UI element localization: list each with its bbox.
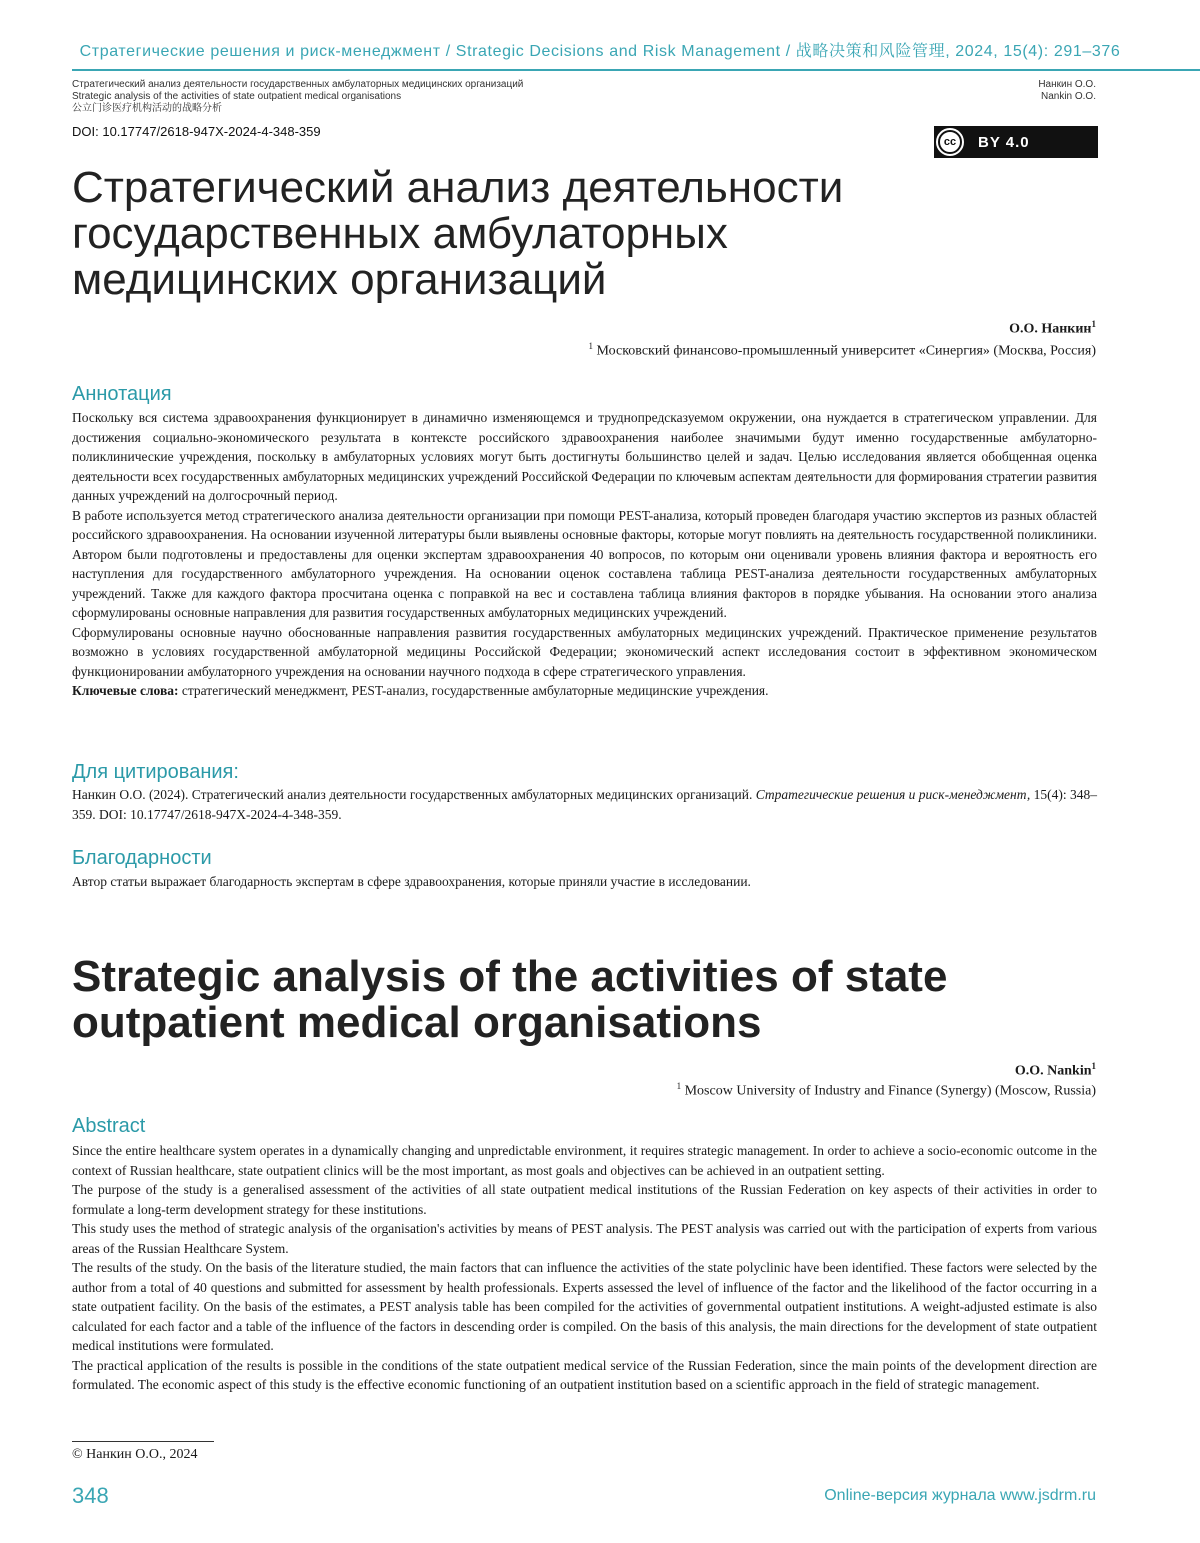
page-title-ru: Стратегический анализ деятельности государственных амбулаторных медицинских организаций bbox=[72, 165, 972, 303]
abstract-ru-p3: Сформулированы основные научно обоснованные направления развития государственных амбулаторных медицинских учреждений. Практическое применение результатов возможно в условиях государственной амбулаторной медицины Российской Федерации; экономический аспект исследования состоит в эффективном экономическом функционировании амбулаторного учреждения на основании научного подхода в сфере стратегического управления. bbox=[72, 623, 1097, 682]
keywords-ru bbox=[72, 681, 1097, 701]
doi[interactable]: DOI: 10.17747/2618-947X-2024-4-348-359 bbox=[72, 124, 321, 139]
author-en bbox=[1015, 1061, 1096, 1080]
abstract-en-p3: This study uses the method of strategic analysis of the organisation's activities by means of PEST analysis. The PEST analysis was carried out with the participation of experts from various areas of the Russian Healthcare System. bbox=[72, 1219, 1097, 1258]
keywords-text: стратегический менеджмент, PEST-анализ, государственные амбулаторные медицинские учреждения. bbox=[178, 683, 768, 698]
page-title-en: Strategic analysis of the activities of state outpatient medical organisations bbox=[72, 954, 1072, 1046]
thanks-text: Автор статьи выражает благодарность экспертам в сфере здравоохранения, которые приняли участие в исследовании. bbox=[72, 872, 1097, 892]
running-header: Стратегические решения и риск-менеджмент / Strategic Decisions and Risk Management / 战略决策和风险管理, 2024, 15(4): 291–376 bbox=[0, 38, 1200, 61]
abstract-heading-en: Abstract bbox=[72, 1115, 145, 1138]
affiliation-ru bbox=[589, 341, 1096, 360]
abstract-heading-ru: Аннотация bbox=[72, 383, 172, 406]
abstract-en-p4: The results of the study. On the basis of the literature studied, the main factors that can influence the activities of the state polyclinic have been identified. These factors were selected by the author from a total of 40 questions and submitted for assessment by health professionals. Experts assessed the level of influence of the factor and the likelihood of the factor occurring in a state outpatient facility. On the basis of the estimates, a PEST analysis table has been compiled for the activities of governmental outpatient institutions. A weight-adjusted estimate is also calculated for each factor and a table of the influence of the factors in descending order is compiled. On the basis of this analysis, the main directions for the development of state outpatient medical institutions were formulated. bbox=[72, 1258, 1097, 1356]
citation-heading: Для цитирования: bbox=[72, 761, 239, 784]
author-ru-sup: 1 bbox=[1092, 319, 1097, 329]
header-rule bbox=[72, 69, 1200, 71]
citation-text bbox=[72, 785, 1097, 824]
short-authors bbox=[1038, 79, 1096, 103]
abstract-ru bbox=[72, 408, 1097, 701]
affil-en-text: Moscow University of Industry and Finance (Synergy) (Moscow, Russia) bbox=[685, 1084, 1096, 1099]
abstract-en-p5: The practical application of the results is possible in the conditions of the state outpatient medical service of the Russian Federation, since the main points of the development direction are formulated. The economic aspect of this study is the effective economic functioning of an outpatient institution based on a scientific approach in the field of strategic management. bbox=[72, 1356, 1097, 1395]
short-title-zh: 公立门诊医疗机构活动的战略分析 bbox=[72, 103, 523, 115]
thanks-heading: Благодарности bbox=[72, 847, 212, 870]
license-label: BY 4.0 bbox=[978, 134, 1030, 151]
affiliation-en bbox=[677, 1081, 1096, 1100]
short-titles bbox=[72, 79, 523, 115]
author-ru-short: Нанкин О.О. bbox=[1038, 79, 1096, 91]
citation-journal: Стратегические решения и риск-менеджмент, bbox=[756, 787, 1031, 802]
citation-tail: 15(4): 348–359. DOI: 10.17747/2618-947X-2024-4-348-359. bbox=[72, 787, 1097, 822]
cc-license-badge[interactable] bbox=[934, 126, 1098, 158]
citation-main: Нанкин О.О. (2024). Стратегический анализ деятельности государственных амбулаторных медицинских организаций. bbox=[72, 787, 756, 802]
abstract-ru-p1: Поскольку вся система здравоохранения функционирует в динамично изменяющемся и труднопредсказуемом окружении, она нуждается в стратегическом управлении. Для достижения социально-экономического результата в контексте российского здравоохранения наиболее значимыми будут именно государственные амбулаторно-поликлинические учреждения, поскольку в амбулаторных условиях могут быть достигнуты большинство целей и задач. Целью исследования является обобщенная оценка деятельности всех государственных амбулаторных медицинских учреждений Российской Федерации по ключевым аспектам деятельности для формирования стратегии развития данных учреждений на долгосрочный период. bbox=[72, 408, 1097, 506]
author-en-name: O.O. Nankin bbox=[1015, 1064, 1092, 1079]
affil-ru-text: Московский финансово-промышленный университет «Синергия» (Москва, Россия) bbox=[597, 344, 1096, 359]
cc-icon: cc bbox=[938, 130, 962, 154]
abstract-en bbox=[72, 1141, 1097, 1395]
author-en-short: Nankin O.O. bbox=[1038, 91, 1096, 103]
author-ru-name: О.О. Нанкин bbox=[1009, 322, 1091, 337]
copyright: © Нанкин О.О., 2024 bbox=[72, 1447, 197, 1463]
short-title-en: Strategic analysis of the activities of state outpatient medical organisations bbox=[72, 91, 523, 103]
abstract-en-p2: The purpose of the study is a generalised assessment of the activities of all state outpatient medical institutions of the Russian Federation on key aspects of their activities in order to formulate a long-term development strategy for these institutions. bbox=[72, 1180, 1097, 1219]
footnote-rule bbox=[72, 1441, 214, 1442]
abstract-ru-p2: В работе используется метод стратегического анализа деятельности организации при помощи PEST-анализа, который проведен благодаря участию экспертов из разных областей российского здравоохранения. На основании изученной литературы были выявлены основные факторы, которые могут повлиять на деятельность государственной поликлиники. Автором были подготовлены и предоставлены для оценки экспертам здравоохранения 40 вопросов, по которым они оценивали уровень влияния фактора и вероятность его наступления для государственного амбулаторного учреждения. На основании оценок составлена таблица PEST-анализа деятельности государственных амбулаторных учреждений. Также для каждого фактора просчитана оценка с поправкой на вес и составлена таблица влияния факторов в порядке убывания. На основании этого анализа сформулированы основные направления для развития государственных амбулаторных медицинских учреждений. bbox=[72, 506, 1097, 623]
affil-ru-sup: 1 bbox=[589, 341, 594, 351]
short-title-ru: Стратегический анализ деятельности государственных амбулаторных медицинских организаций bbox=[72, 79, 523, 91]
author-ru bbox=[1009, 319, 1096, 338]
page-number: 348 bbox=[72, 1483, 109, 1509]
affil-en-sup: 1 bbox=[677, 1081, 682, 1091]
keywords-label: Ключевые слова: bbox=[72, 683, 178, 698]
author-en-sup: 1 bbox=[1092, 1061, 1097, 1071]
journal-website-link[interactable]: Online-версия журнала www.jsdrm.ru bbox=[824, 1487, 1096, 1505]
abstract-en-p1: Since the entire healthcare system operates in a dynamically changing and unpredictable environment, it requires strategic management. In order to achieve a socio-economic outcome in the context of Russian healthcare, state outpatient clinics will be the most important, as most goals and objectives can be achieved in an outpatient setting. bbox=[72, 1141, 1097, 1180]
